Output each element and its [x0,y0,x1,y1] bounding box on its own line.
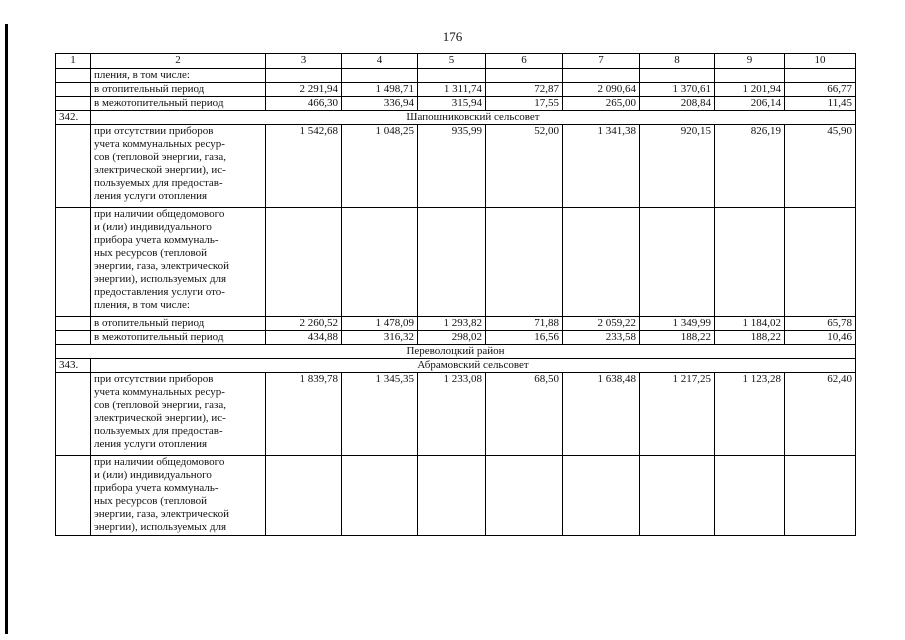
value-cell-col10: 62,40 [785,373,856,456]
row-number-cell [56,456,91,536]
value-cell-col4: 1 345,35 [342,373,418,456]
value-cell-col7: 2 059,22 [563,317,640,331]
value-cell-col7: 2 090,64 [563,83,640,97]
row-number-cell [56,83,91,97]
column-header-10: 10 [785,54,856,69]
value-cell-col4 [342,69,418,83]
value-cell-col8: 1 349,99 [640,317,715,331]
value-cell-col8: 920,15 [640,125,715,208]
section-number: 343. [56,359,91,373]
row-number-cell [56,331,91,345]
value-cell-col8: 1 217,25 [640,373,715,456]
value-cell-col3: 1 839,78 [266,373,342,456]
row-description: при наличии общедомового и (или) индивидуального прибора учета коммуналь- ных ресурсов (тепловой энергии, газа, электрической энергии), используемых для [91,456,266,536]
column-header-7: 7 [563,54,640,69]
value-cell-col4: 336,94 [342,97,418,111]
row-number-cell [56,97,91,111]
value-cell-col5: 298,02 [418,331,486,345]
value-cell-col8: 188,22 [640,331,715,345]
value-cell-col3 [266,208,342,317]
value-cell-col6 [486,208,563,317]
row-description: при отсутствии приборов учета коммунальных ресур- сов (тепловой энергии, газа, электрической энергии), ис- пользуемых для предостав- ления услуги отопления [91,373,266,456]
value-cell-col7: 1 341,38 [563,125,640,208]
row-number-cell [56,317,91,331]
page-number: 176 [442,29,463,44]
value-cell-col9 [715,69,785,83]
district-row [56,345,856,359]
tariff-table [55,53,856,536]
value-cell-col7 [563,69,640,83]
value-cell-col9: 1 184,02 [715,317,785,331]
value-cell-col10: 65,78 [785,317,856,331]
value-cell-col3: 2 260,52 [266,317,342,331]
value-cell-col4: 316,32 [342,331,418,345]
value-cell-col4: 1 048,25 [342,125,418,208]
value-cell-col8: 1 370,61 [640,83,715,97]
value-cell-col4: 1 498,71 [342,83,418,97]
value-cell-col5 [418,69,486,83]
district-title: Переволоцкий район [56,345,856,359]
value-cell-col3 [266,69,342,83]
row-number-cell [56,373,91,456]
value-cell-col5 [418,456,486,536]
value-cell-col9: 188,22 [715,331,785,345]
value-cell-col10: 66,77 [785,83,856,97]
column-header-4: 4 [342,54,418,69]
table-row [56,125,856,208]
value-cell-col9 [715,208,785,317]
table-row [56,373,856,456]
value-cell-col6: 71,88 [486,317,563,331]
value-cell-col8 [640,208,715,317]
value-cell-col4: 1 478,09 [342,317,418,331]
value-cell-col10 [785,69,856,83]
value-cell-col5: 315,94 [418,97,486,111]
value-cell-col6: 72,87 [486,83,563,97]
table-row [56,69,856,83]
row-number-cell [56,125,91,208]
row-description: пления, в том числе: [91,69,266,83]
value-cell-col9: 1 201,94 [715,83,785,97]
column-header-3: 3 [266,54,342,69]
value-cell-col10: 11,45 [785,97,856,111]
value-cell-col6 [486,456,563,536]
value-cell-col8: 208,84 [640,97,715,111]
section-number: 342. [56,111,91,125]
table-row [56,208,856,317]
value-cell-col5: 1 311,74 [418,83,486,97]
table-row [56,97,856,111]
value-cell-col7: 233,58 [563,331,640,345]
value-cell-col3: 2 291,94 [266,83,342,97]
column-header-2: 2 [91,54,266,69]
value-cell-col10 [785,208,856,317]
column-number-header [56,54,856,69]
value-cell-col4 [342,456,418,536]
value-cell-col3 [266,456,342,536]
value-cell-col7 [563,456,640,536]
row-description: в межотопительный период [91,97,266,111]
row-description: в межотопительный период [91,331,266,345]
value-cell-col6: 52,00 [486,125,563,208]
section-title: Шапошниковский сельсовет [91,111,856,125]
column-header-8: 8 [640,54,715,69]
value-cell-col10 [785,456,856,536]
value-cell-col4 [342,208,418,317]
table-body [56,54,856,536]
value-cell-col7 [563,208,640,317]
value-cell-col9: 826,19 [715,125,785,208]
column-header-9: 9 [715,54,785,69]
value-cell-col8 [640,69,715,83]
row-number-cell [56,69,91,83]
value-cell-col5 [418,208,486,317]
column-header-1: 1 [56,54,91,69]
row-description: в отопительный период [91,83,266,97]
value-cell-col5: 935,99 [418,125,486,208]
row-description: при отсутствии приборов учета коммунальных ресур- сов (тепловой энергии, газа, электрической энергии), ис- пользуемых для предостав- ления услуги отопления [91,125,266,208]
column-header-5: 5 [418,54,486,69]
value-cell-col6 [486,69,563,83]
table-row [56,331,856,345]
value-cell-col9 [715,456,785,536]
section-row [56,359,856,373]
value-cell-col6: 16,56 [486,331,563,345]
value-cell-col10: 10,46 [785,331,856,345]
value-cell-col5: 1 233,08 [418,373,486,456]
value-cell-col3: 1 542,68 [266,125,342,208]
section-row [56,111,856,125]
scan-edge-bar [5,24,8,634]
value-cell-col3: 466,30 [266,97,342,111]
value-cell-col7: 1 638,48 [563,373,640,456]
row-description: в отопительный период [91,317,266,331]
column-header-6: 6 [486,54,563,69]
table-row [56,317,856,331]
value-cell-col7: 265,00 [563,97,640,111]
table-row [56,456,856,536]
section-title: Абрамовский сельсовет [91,359,856,373]
value-cell-col10: 45,90 [785,125,856,208]
table-row [56,83,856,97]
value-cell-col6: 17,55 [486,97,563,111]
value-cell-col5: 1 293,82 [418,317,486,331]
row-description: при наличии общедомового и (или) индивидуального прибора учета коммуналь- ных ресурсов (тепловой энергии, газа, электрической энергии), используемых для предоставления услуги ото- пления, в том числе: [91,208,266,317]
value-cell-col8 [640,456,715,536]
value-cell-col3: 434,88 [266,331,342,345]
row-number-cell [56,208,91,317]
value-cell-col6: 68,50 [486,373,563,456]
value-cell-col9: 206,14 [715,97,785,111]
value-cell-col9: 1 123,28 [715,373,785,456]
